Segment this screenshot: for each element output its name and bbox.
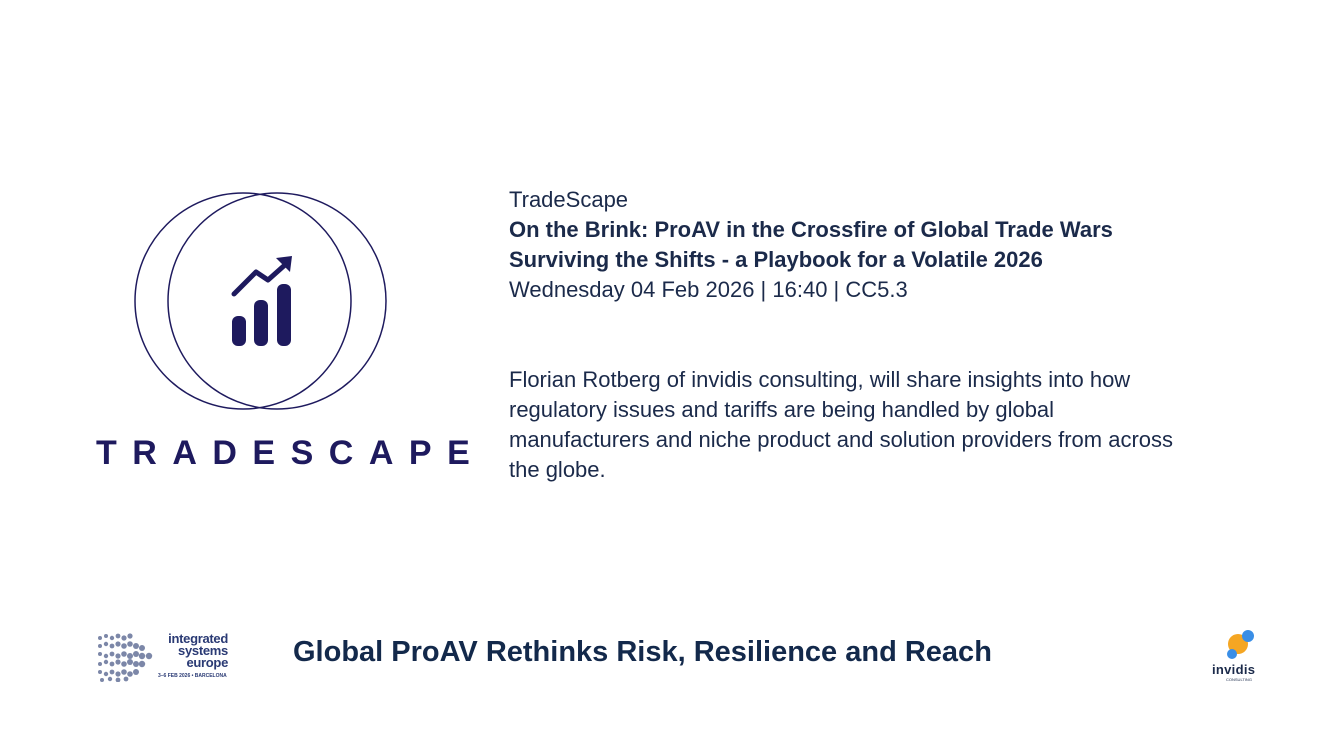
ise-line-3: europe bbox=[186, 655, 228, 670]
session-description: Florian Rotberg of invidis consulting, will share insights into how regulatory issues and tariffs are being handled by global manufacturers and niche product and solution providers from across the globe. bbox=[509, 367, 1174, 482]
session-info bbox=[509, 185, 1209, 305]
ise-line-2: systems bbox=[178, 643, 228, 658]
program-name: TradeScape bbox=[509, 187, 629, 212]
ise-line-1: integrated bbox=[168, 631, 228, 646]
tradescape-wordmark: TRADESCAPE bbox=[96, 434, 486, 472]
invidis-subtitle: CONSULTING bbox=[1226, 677, 1252, 682]
ise-logo-text bbox=[158, 633, 228, 669]
tradescape-logo-icon bbox=[134, 190, 390, 414]
ise-logo bbox=[96, 632, 236, 684]
footer-title: Global ProAV Rethinks Risk, Resilience and Reach bbox=[293, 636, 992, 668]
session-schedule: Wednesday 04 Feb 2026 | 16:40 | CC5.3 bbox=[509, 277, 908, 302]
invidis-wordmark: invidis bbox=[1212, 662, 1256, 677]
session-title-line-1: On the Brink: ProAV in the Crossfire of Global Trade Wars bbox=[509, 217, 1113, 242]
invidis-mark-icon bbox=[1208, 628, 1268, 662]
ise-date: 3–6 FEB 2026 • BARCELONA bbox=[158, 673, 227, 679]
session-title-line-2: Surviving the Shifts - a Playbook for a Volatile 2026 bbox=[509, 247, 1043, 272]
ise-dots-icon bbox=[96, 632, 158, 682]
invidis-logo bbox=[1208, 628, 1268, 684]
